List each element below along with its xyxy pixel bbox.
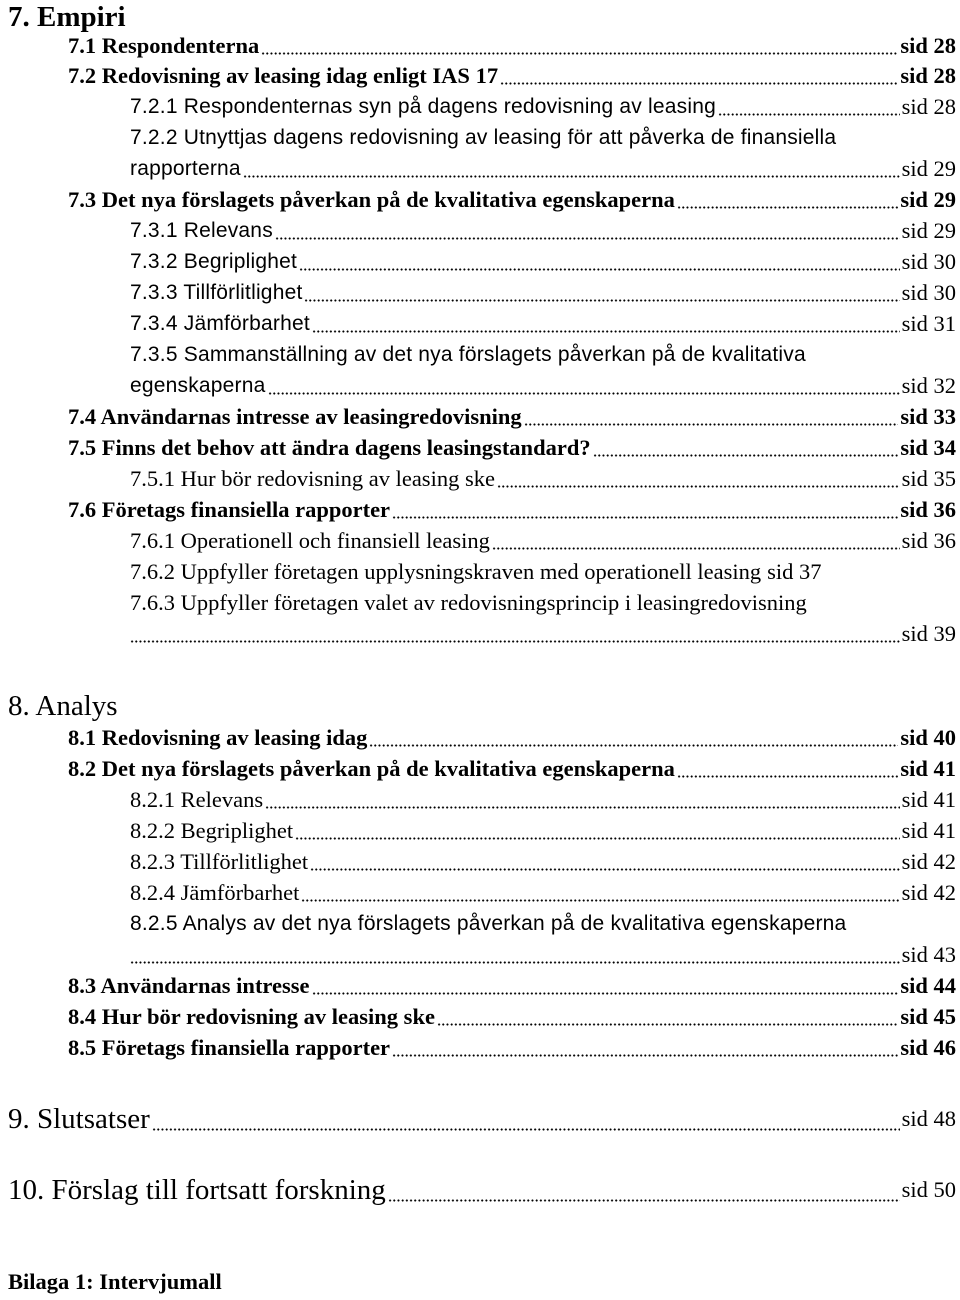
dot-leader xyxy=(388,1199,900,1202)
toc-entry[interactable]: 7.3.1 Relevans sid 29 xyxy=(130,218,956,243)
toc-entry[interactable]: 7.3.2 Begriplighet sid 30 xyxy=(130,249,956,274)
dot-leader xyxy=(677,775,898,778)
toc-entry[interactable]: sid 39 xyxy=(130,620,956,648)
dot-leader xyxy=(268,392,900,395)
toc-entry[interactable]: 8.2 Det nya förslagets påverkan på de kvalitativa egenskaperna sid 41 xyxy=(68,756,956,781)
dot-leader xyxy=(593,454,899,457)
dot-leader xyxy=(677,206,898,209)
dot-leader xyxy=(243,175,900,178)
toc-entry[interactable]: 8.2.2 Begriplighet sid 41 xyxy=(130,818,956,843)
toc-entry[interactable]: 7.6 Företags finansiella rapporter sid 36 xyxy=(68,497,956,522)
toc-entry[interactable]: 8.5 Företags finansiella rapporter sid 46 xyxy=(68,1035,956,1060)
toc-entry-text: 7.6.3 Uppfyller företagen valet av redovisningsprincip i leasingredovisning xyxy=(130,590,807,615)
dot-leader xyxy=(497,485,900,488)
dot-leader xyxy=(152,1128,900,1131)
toc-entry[interactable]: 7.6.2 Uppfyller företagen upplysningskraven med operationell leasing sid 37 xyxy=(130,559,822,584)
toc-entry[interactable]: 8.1 Redovisning av leasing idag sid 40 xyxy=(68,725,956,750)
chapter-heading-analys: 8. Analys xyxy=(8,690,118,722)
toc-entry[interactable]: sid 43 xyxy=(130,941,956,969)
dot-leader xyxy=(392,516,898,519)
toc-entry[interactable]: 8.2.3 Tillförlitlighet sid 42 xyxy=(130,849,956,874)
chapter-heading-empiri: 7. Empiri xyxy=(8,1,126,33)
dot-leader xyxy=(312,992,899,995)
dot-leader xyxy=(261,52,898,55)
toc-entry-text: 7.2.2 Utnyttjas dagens redovisning av leasing för att påverka de finansiella xyxy=(130,126,837,149)
toc-entry[interactable]: rapporterna sid 29 xyxy=(130,156,956,181)
dot-leader xyxy=(437,1023,898,1026)
appendix-entry[interactable]: Bilaga 1: Intervjumall xyxy=(8,1269,222,1294)
toc-entry[interactable]: 7.5.1 Hur bör redovisning av leasing ske sid 35 xyxy=(130,466,956,491)
toc-entry-forslag[interactable]: 10. Förslag till fortsatt forskning sid 50 xyxy=(8,1174,956,1206)
dot-leader xyxy=(369,744,898,747)
dot-leader xyxy=(275,237,900,240)
toc-entry[interactable]: 8.2.4 Jämförbarhet sid 42 xyxy=(130,880,956,905)
toc-entry[interactable]: egenskaperna sid 32 xyxy=(130,373,956,398)
dot-leader xyxy=(718,113,900,116)
toc-entry[interactable]: 7.3.3 Tillförlitlighet sid 30 xyxy=(130,280,956,305)
toc-entry[interactable]: 7.5 Finns det behov att ändra dagens leasingstandard? sid 34 xyxy=(68,435,956,460)
toc-entry-slutsatser[interactable]: 9. Slutsatser sid 48 xyxy=(8,1103,956,1135)
toc-entry[interactable]: 7.4 Användarnas intresse av leasingredovisning sid 33 xyxy=(68,404,956,429)
dot-leader xyxy=(492,547,900,550)
toc-entry[interactable]: 7.3.4 Jämförbarhet sid 31 xyxy=(130,311,956,336)
dot-leader xyxy=(524,423,899,426)
toc-entry[interactable]: 8.2.1 Relevans sid 41 xyxy=(130,787,956,812)
dot-leader xyxy=(312,330,900,333)
dot-leader xyxy=(310,868,899,871)
dot-leader xyxy=(392,1054,898,1057)
dot-leader xyxy=(130,640,900,643)
toc-entry[interactable]: 8.3 Användarnas intresse sid 44 xyxy=(68,973,956,998)
toc-entry[interactable]: 7.6.1 Operationell och finansiell leasing sid 36 xyxy=(130,528,956,553)
toc-entry[interactable]: 8.4 Hur bör redovisning av leasing ske sid 45 xyxy=(68,1004,956,1029)
toc-entry-text: 8.2.5 Analys av det nya förslagets påverkan på de kvalitativa egenskaperna xyxy=(130,912,847,935)
dot-leader xyxy=(299,268,900,271)
dot-leader xyxy=(304,299,899,302)
dot-leader xyxy=(130,961,900,964)
toc-entry[interactable]: 7.3 Det nya förslagets påverkan på de kvalitativa egenskaperna sid 29 xyxy=(68,187,956,212)
dot-leader xyxy=(295,837,900,840)
dot-leader xyxy=(301,899,899,902)
toc-entry[interactable]: 7.2 Redovisning av leasing idag enligt IAS 17 sid 28 xyxy=(68,63,956,88)
toc-entry[interactable]: 7.2.1 Respondenternas syn på dagens redovisning av leasing sid 28 xyxy=(130,94,956,119)
toc-entry[interactable]: 7.1 Respondenterna sid 28 xyxy=(68,33,956,58)
dot-leader xyxy=(500,82,898,85)
toc-entry-text: 7.3.5 Sammanställning av det nya förslagets påverkan på de kvalitativa xyxy=(130,343,806,366)
dot-leader xyxy=(265,806,900,809)
